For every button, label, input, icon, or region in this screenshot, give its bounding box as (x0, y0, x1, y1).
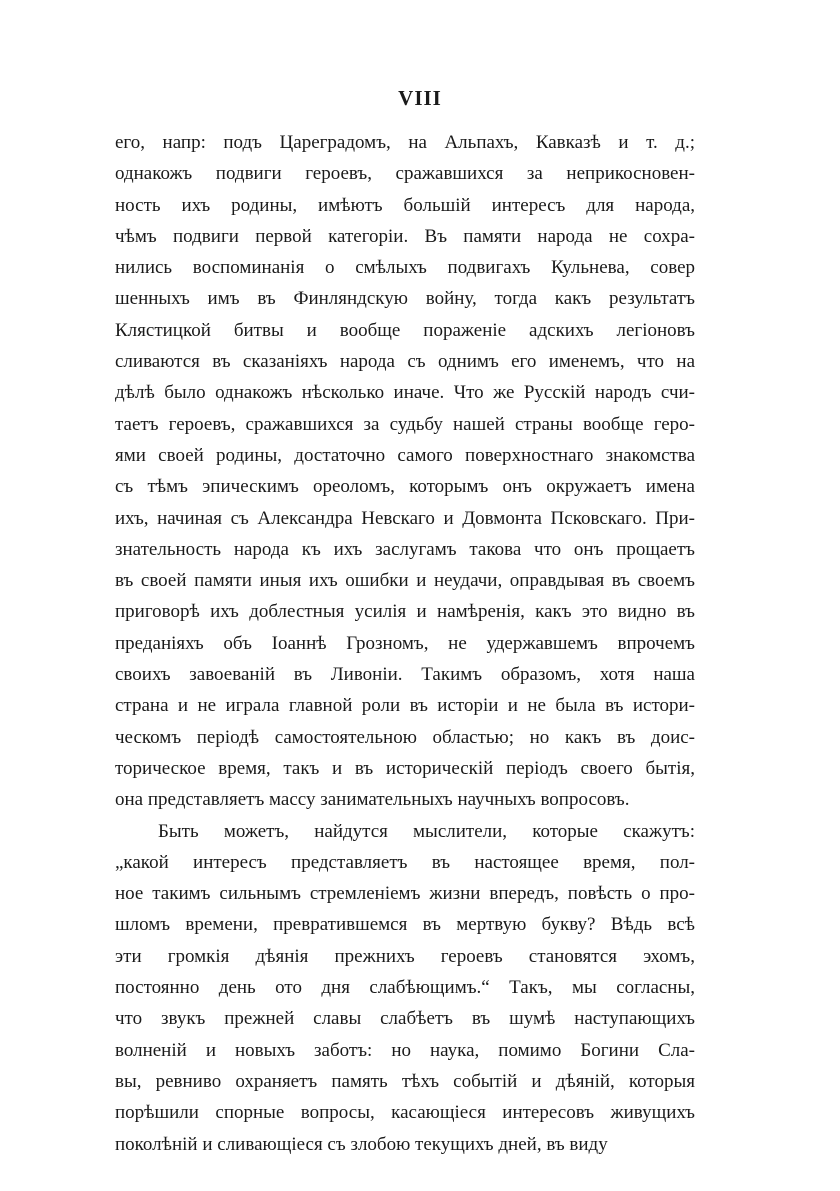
text-line: таетъ героевъ, сражавшихся за судьбу нашей страны вообще геро- (115, 413, 695, 435)
page-number: VIII (398, 86, 442, 110)
text-line: ихъ, начиная съ Александра Невскаго и Довмонта Псковскаго. При- (115, 507, 695, 529)
text-line: торическое время, такъ и въ историческій періодъ своего бытія, (115, 757, 695, 779)
text-line: волненій и новыхъ заботъ: но наука, помимо Богини Сла- (115, 1039, 695, 1061)
text-line: шломъ времени, превратившемся въ мертвую букву? Вѣдь всѣ (115, 914, 695, 936)
text-line: съ тѣмъ эпическимъ ореоломъ, которымъ онъ окружаетъ имена (115, 476, 695, 498)
text-line: его, напр: подъ Цареградомъ, на Альпахъ, Кавказѣ и т. д.; (115, 132, 695, 153)
text-line: страна и не играла главной роли въ исторіи и не была въ истори- (115, 695, 695, 717)
text-line: что звукъ прежней славы слабѣетъ въ шумѣ наступающихъ (115, 1008, 695, 1030)
text-line: Клястицкой битвы и вообще пораженіе адскихъ легіоновъ (115, 319, 695, 341)
text-line: постоянно день ото дня слабѣющимъ.“ Такъ, мы согласны, (115, 977, 695, 999)
text-line: преданіяхъ объ Іоаннѣ Грозномъ, не удержавшемъ впрочемъ (115, 632, 695, 654)
text-line: „какой интересъ представляетъ въ настоящее время, пол- (115, 851, 695, 873)
text-line: эти громкія дѣянія прежнихъ героевъ становятся эхомъ, (115, 945, 695, 967)
text-body (115, 127, 695, 1160)
text-line: дѣлѣ было однакожъ нѣсколько иначе. Что же Русскій народъ счи- (115, 382, 695, 404)
text-line: ями своей родины, достаточно самого поверхностнаго знакомства (115, 444, 695, 466)
text-line: шенныхъ имъ въ Финляндскую войну, тогда какъ результатъ (115, 288, 695, 310)
text-line: ное такимъ сильнымъ стремленіемъ жизни впередъ, повѣсть о про- (115, 883, 695, 905)
text-line: вы, ревниво охраняетъ память тѣхъ событій и дѣяній, которыя (115, 1070, 695, 1092)
text-line: сливаются въ сказаніяхъ народа съ однимъ его именемъ, что на (115, 351, 695, 373)
text-line: ческомъ періодѣ самостоятельною областью; но какъ въ доис- (115, 726, 695, 748)
text-line: нились воспоминанія о смѣлыхъ подвигахъ Кульнева, совер (115, 257, 695, 279)
text-line: въ своей памяти иныя ихъ ошибки и неудачи, оправдывая въ своемъ (115, 570, 695, 592)
text-line: знательность народа къ ихъ заслугамъ такова что онъ прощаетъ (115, 538, 695, 560)
text-line: приговорѣ ихъ доблестныя усилія и намѣренія, какъ это видно въ (115, 601, 695, 623)
text-line: чѣмъ подвиги первой категоріи. Въ памяти народа не сохра- (115, 225, 695, 247)
text-line: она представляетъ массу занимательныхъ научныхъ вопросовъ. (115, 789, 630, 811)
text-line: Быть можетъ, найдутся мыслители, которые скажутъ: (158, 820, 695, 842)
text-line: порѣшили спорные вопросы, касающіеся интересовъ живущихъ (115, 1102, 695, 1124)
text-line: ность ихъ родины, имѣютъ большій интересъ для народа, (115, 194, 695, 216)
text-line: однакожъ подвиги героевъ, сражавшихся за неприкосновен- (115, 163, 695, 185)
text-line: своихъ завоеваній въ Ливоніи. Такимъ образомъ, хотя наша (115, 664, 695, 686)
text-line: поколѣній и сливающіеся съ злобою текущихъ дней, въ виду (115, 1133, 608, 1155)
